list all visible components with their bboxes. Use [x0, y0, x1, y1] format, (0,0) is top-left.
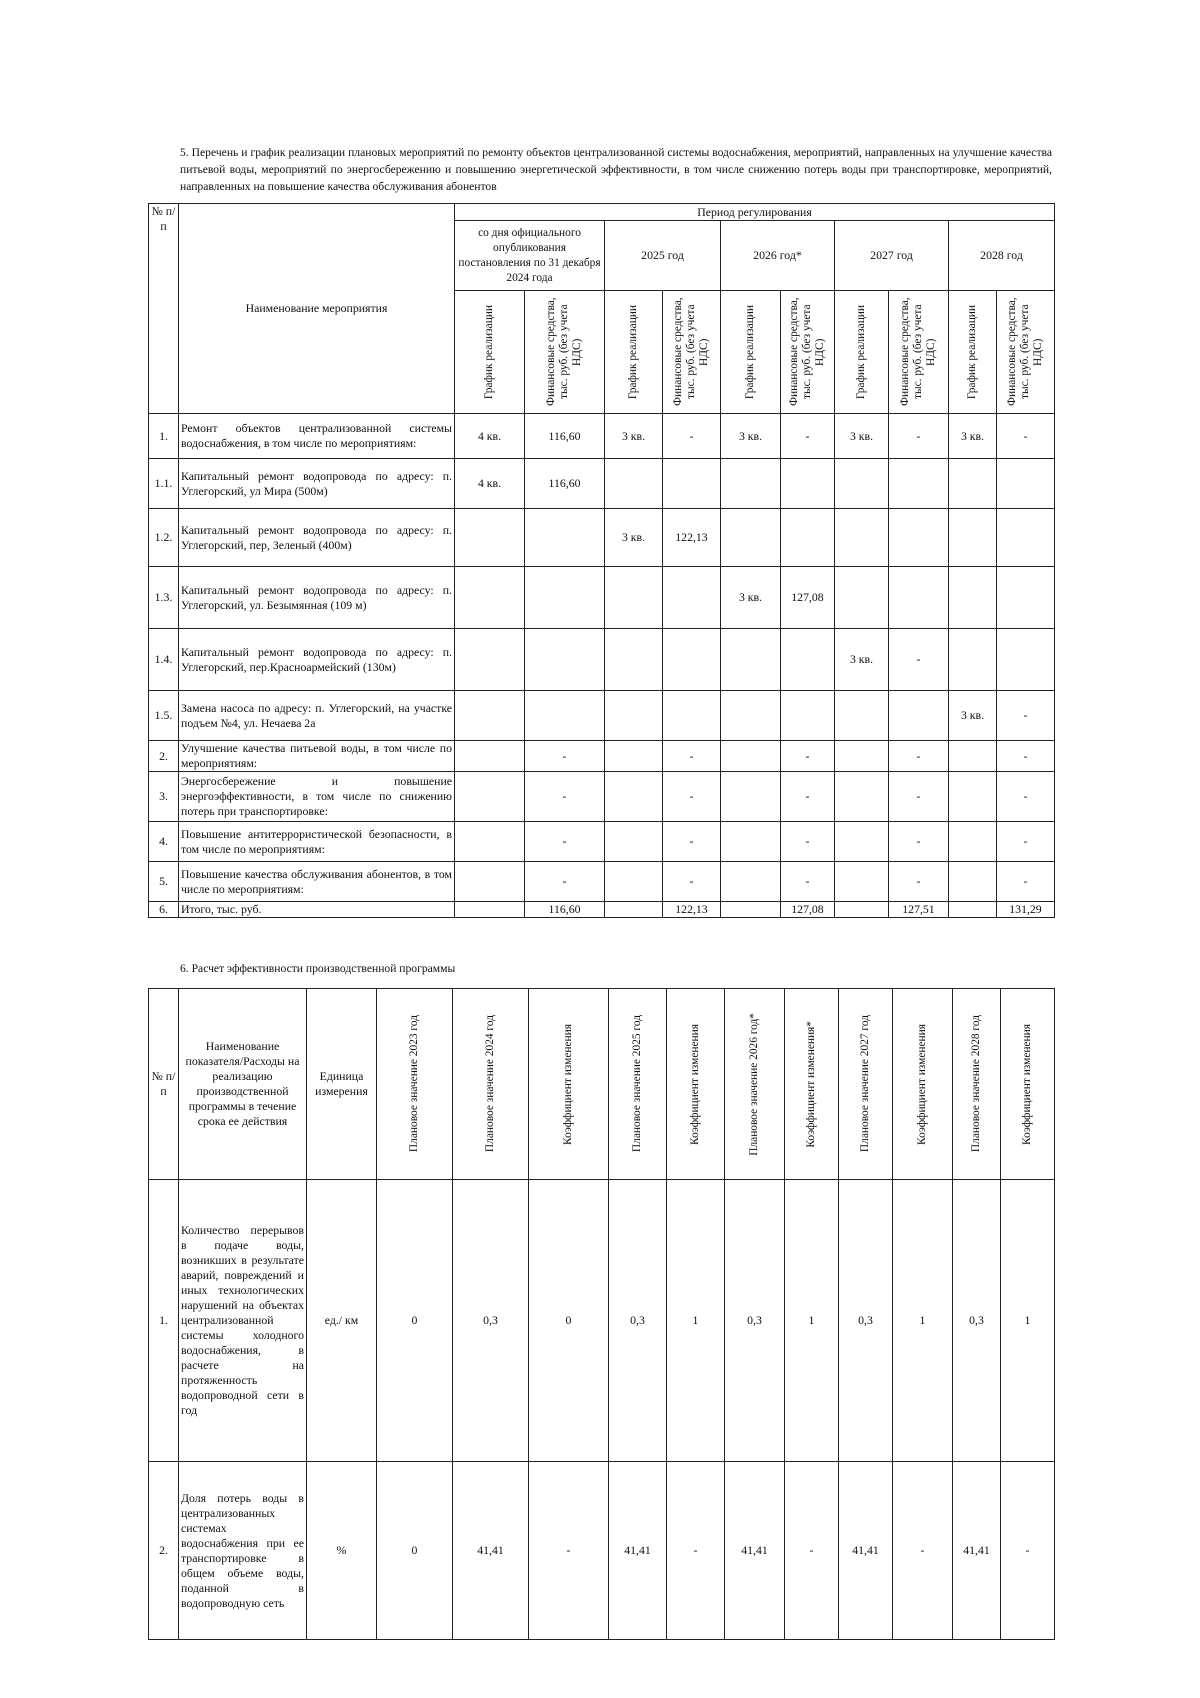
- subheader-finance: Финансовые средства, тыс. руб. (без учета НДС): [997, 291, 1055, 414]
- table-cell: [525, 567, 605, 629]
- subheader-schedule: График реализации: [949, 291, 997, 414]
- subheader-finance: Финансовые средства, тыс. руб. (без учета НДС): [525, 291, 605, 414]
- row-name: Капитальный ремонт водопровода по адресу: п. Углегорский, ул. Безымянная (109 м): [179, 567, 455, 629]
- table-cell: 3 кв.: [949, 691, 997, 741]
- table-cell: [949, 772, 997, 822]
- table-cell: 127,08: [781, 567, 835, 629]
- col-name-header: Наименование мероприятия: [179, 204, 455, 414]
- table-cell: -: [889, 414, 949, 459]
- table-cell: [721, 459, 781, 509]
- table-cell: 131,29: [997, 902, 1055, 918]
- row-number: 1.2.: [149, 509, 179, 567]
- row-number: 6.: [149, 902, 179, 918]
- row-name: Итого, тыс. руб.: [179, 902, 455, 918]
- table-cell: -: [781, 822, 835, 862]
- table-cell: [455, 902, 525, 918]
- subheader-finance: Финансовые средства, тыс. руб. (без учета НДС): [889, 291, 949, 414]
- table-row: [149, 414, 1055, 459]
- table-cell: 4 кв.: [455, 459, 525, 509]
- table-cell: 3 кв.: [605, 509, 663, 567]
- table-cell: [949, 459, 997, 509]
- activities-table: [148, 203, 1055, 918]
- table-cell: 3 кв.: [949, 414, 997, 459]
- vertical-header: Коэффициент изменения: [667, 989, 725, 1180]
- table-cell: 122,13: [663, 509, 721, 567]
- table-cell: 116,60: [525, 459, 605, 509]
- table-cell: -: [785, 1462, 839, 1640]
- table-cell: [605, 629, 663, 691]
- subheader-schedule: График реализации: [605, 291, 663, 414]
- table-cell: [835, 902, 889, 918]
- table-cell: -: [525, 741, 605, 772]
- row-number: 3.: [149, 772, 179, 822]
- subheader-finance: Финансовые средства, тыс. руб. (без учета НДС): [781, 291, 835, 414]
- table-cell: -: [997, 414, 1055, 459]
- vertical-header: Плановое значение 2025 год: [609, 989, 667, 1180]
- table-cell: -: [781, 414, 835, 459]
- col-num-header: № п/п: [149, 204, 179, 414]
- table-cell: -: [997, 862, 1055, 902]
- table-cell: [455, 509, 525, 567]
- table-cell: -: [663, 862, 721, 902]
- table-row: [149, 509, 1055, 567]
- table-cell: [949, 509, 997, 567]
- row-name: Доля потерь воды в централизованных системах водоснабжения при ее транспортировке в общем объеме воды, поданной в водопроводную сеть: [179, 1462, 307, 1640]
- table-row: [149, 629, 1055, 691]
- vertical-header: Коэффициент изменения: [893, 989, 953, 1180]
- table-cell: 1: [667, 1180, 725, 1462]
- table-cell: 116,60: [525, 414, 605, 459]
- row-name: Улучшение качества питьевой воды, в том числе по мероприятиям:: [179, 741, 455, 772]
- row-number: 5.: [149, 862, 179, 902]
- table-cell: -: [525, 822, 605, 862]
- table-cell: [663, 629, 721, 691]
- table-cell: [781, 629, 835, 691]
- table-cell: [663, 691, 721, 741]
- table-cell: -: [889, 822, 949, 862]
- table-cell: -: [667, 1462, 725, 1640]
- table-cell: [455, 822, 525, 862]
- table-cell: -: [781, 862, 835, 902]
- table-cell: [835, 741, 889, 772]
- table-cell: [663, 459, 721, 509]
- table-cell: [605, 902, 663, 918]
- table-cell: 3 кв.: [605, 414, 663, 459]
- table-cell: -: [889, 862, 949, 902]
- table-cell: [455, 772, 525, 822]
- row-name: Повышение качества обслуживания абонентов, в том числе по мероприятиям:: [179, 862, 455, 902]
- table-cell: [721, 862, 781, 902]
- table-cell: [781, 509, 835, 567]
- table-cell: [889, 509, 949, 567]
- table-cell: [455, 862, 525, 902]
- table-row: [149, 1462, 1055, 1640]
- row-number: 1.4.: [149, 629, 179, 691]
- table-cell: [721, 902, 781, 918]
- table-cell: [835, 509, 889, 567]
- period-header-initial: со дня официального опубликования постановления по 31 декабря 2024 года: [455, 221, 605, 291]
- table-cell: [949, 629, 997, 691]
- table-cell: 41,41: [953, 1462, 1001, 1640]
- table-row: [149, 772, 1055, 822]
- table-cell: -: [893, 1462, 953, 1640]
- table-cell: -: [663, 822, 721, 862]
- table-cell: [949, 822, 997, 862]
- table-cell: [889, 567, 949, 629]
- vertical-header: Плановое значение 2024 год: [453, 989, 529, 1180]
- vertical-header: Плановое значение 2028 год: [953, 989, 1001, 1180]
- table-cell: 1: [1001, 1180, 1055, 1462]
- table-cell: [721, 772, 781, 822]
- row-number: 4.: [149, 822, 179, 862]
- row-name: Повышение антитеррористической безопасности, в том числе по мероприятиям:: [179, 822, 455, 862]
- table-cell: 0: [377, 1180, 453, 1462]
- table-cell: [721, 691, 781, 741]
- table-cell: 0,3: [953, 1180, 1001, 1462]
- table-cell: -: [889, 629, 949, 691]
- table-cell: [889, 459, 949, 509]
- col-num-header: № п/п: [149, 989, 179, 1180]
- table-cell: -: [663, 772, 721, 822]
- table-cell: [835, 459, 889, 509]
- table-cell: [525, 509, 605, 567]
- table-cell: 0,3: [839, 1180, 893, 1462]
- subheader-finance: Финансовые средства, тыс. руб. (без учета НДС): [663, 291, 721, 414]
- table-cell: [525, 629, 605, 691]
- table-cell: -: [525, 772, 605, 822]
- table-cell: 1: [893, 1180, 953, 1462]
- table-cell: [455, 629, 525, 691]
- row-name: Замена насоса по адресу: п. Углегорский, на участке подъем №4, ул. Нечаева 2а: [179, 691, 455, 741]
- table-cell: 3 кв.: [721, 414, 781, 459]
- table-cell: [781, 459, 835, 509]
- table-cell: [525, 691, 605, 741]
- row-number: 1.5.: [149, 691, 179, 741]
- period-header-2026: 2026 год*: [721, 221, 835, 291]
- table-cell: [721, 629, 781, 691]
- table-cell: [997, 567, 1055, 629]
- row-number: 1.: [149, 1180, 179, 1462]
- table-cell: -: [529, 1462, 609, 1640]
- table-cell: [949, 567, 997, 629]
- table-cell: 41,41: [725, 1462, 785, 1640]
- table-cell: [835, 862, 889, 902]
- table-cell: [455, 567, 525, 629]
- table-cell: [663, 567, 721, 629]
- row-number: 1.: [149, 414, 179, 459]
- row-name: Количество перерывов в подаче воды, возникших в результате аварий, повреждений и иных технологических нарушений на объектах централизованной системы холодного водоснабжения, в расчете на протяженность водопроводной сети в год: [179, 1180, 307, 1462]
- table-row: [149, 822, 1055, 862]
- col-unit-header: Единица измерения: [307, 989, 377, 1180]
- table-row: [149, 459, 1055, 509]
- period-header-2027: 2027 год: [835, 221, 949, 291]
- table-cell: 3 кв.: [835, 414, 889, 459]
- table-cell: [949, 862, 997, 902]
- table-cell: 127,51: [889, 902, 949, 918]
- table-cell: 4 кв.: [455, 414, 525, 459]
- table-cell: 1: [785, 1180, 839, 1462]
- vertical-header: Коэффициент изменения: [1001, 989, 1055, 1180]
- table-cell: 41,41: [609, 1462, 667, 1640]
- table-cell: -: [781, 772, 835, 822]
- table-cell: 127,08: [781, 902, 835, 918]
- table-cell: [605, 691, 663, 741]
- table-cell: -: [997, 772, 1055, 822]
- efficiency-table: [148, 988, 1055, 1640]
- table-cell: -: [663, 741, 721, 772]
- table-cell: 0,3: [453, 1180, 529, 1462]
- col-name-header: Наименование показателя/Расходы на реализацию производственной программы в течение срока ее действия: [179, 989, 307, 1180]
- table-cell: -: [525, 862, 605, 902]
- table-row: [149, 567, 1055, 629]
- table-cell: 0: [377, 1462, 453, 1640]
- table-cell: 0,3: [725, 1180, 785, 1462]
- table-row: [149, 691, 1055, 741]
- table-cell: [781, 691, 835, 741]
- table-cell: [721, 509, 781, 567]
- period-header-2028: 2028 год: [949, 221, 1055, 291]
- row-number: 2.: [149, 741, 179, 772]
- table-cell: 0: [529, 1180, 609, 1462]
- table-cell: -: [997, 741, 1055, 772]
- row-number: 1.1.: [149, 459, 179, 509]
- table-cell: [605, 772, 663, 822]
- table-cell: -: [889, 741, 949, 772]
- row-name: Капитальный ремонт водопровода по адресу: п. Углегорский, пер, Зеленый (400м): [179, 509, 455, 567]
- vertical-header: Плановое значение 2027 год: [839, 989, 893, 1180]
- row-name: Капитальный ремонт водопровода по адресу: п. Углегорский, ул Мира (500м): [179, 459, 455, 509]
- table-cell: [455, 691, 525, 741]
- table-cell: -: [663, 414, 721, 459]
- table-row: [149, 862, 1055, 902]
- row-number: 1.3.: [149, 567, 179, 629]
- row-unit: %: [307, 1462, 377, 1640]
- subheader-schedule: График реализации: [455, 291, 525, 414]
- table-cell: [835, 822, 889, 862]
- vertical-header: Коэффициент изменения*: [785, 989, 839, 1180]
- table-cell: 41,41: [839, 1462, 893, 1640]
- table-cell: -: [889, 772, 949, 822]
- row-name: Капитальный ремонт водопровода по адресу: п. Углегорский, пер.Красноармейский (130м): [179, 629, 455, 691]
- table-row: [149, 1180, 1055, 1462]
- table-cell: [721, 741, 781, 772]
- period-header: Период регулирования: [455, 204, 1055, 221]
- table-row: [149, 741, 1055, 772]
- table-cell: [949, 741, 997, 772]
- row-number: 2.: [149, 1462, 179, 1640]
- section5-heading: 5. Перечень и график реализации плановых мероприятий по ремонту объектов централизованной системы водоснабжения, мероприятий, направленных на улучшение качества питьевой воды, мероприятий по энергосбережению и повышению энергетической эффективности, в том числе снижению потерь воды при транспортировке, мероприятий, направленных на повышение качества обслуживания абонентов: [180, 146, 1052, 193]
- table-cell: [889, 691, 949, 741]
- table-cell: [605, 567, 663, 629]
- table-cell: [997, 509, 1055, 567]
- table-cell: [997, 459, 1055, 509]
- table-cell: [835, 691, 889, 741]
- row-name: Ремонт объектов централизованной системы водоснабжения, в том числе по мероприятиям:: [179, 414, 455, 459]
- table-cell: 116,60: [525, 902, 605, 918]
- table-cell: 122,13: [663, 902, 721, 918]
- table-cell: [835, 567, 889, 629]
- table-cell: [721, 822, 781, 862]
- period-header-2025: 2025 год: [605, 221, 721, 291]
- table-cell: [605, 459, 663, 509]
- section6-heading: 6. Расчет эффективности производственной программы: [180, 962, 456, 975]
- table-cell: [605, 822, 663, 862]
- table-cell: -: [781, 741, 835, 772]
- table-cell: -: [1001, 1462, 1055, 1640]
- table-cell: [605, 862, 663, 902]
- vertical-header: Плановое значение 2023 год: [377, 989, 453, 1180]
- vertical-header: Коэффициент изменения: [529, 989, 609, 1180]
- table-cell: 41,41: [453, 1462, 529, 1640]
- subheader-schedule: График реализации: [835, 291, 889, 414]
- row-name: Энергосбережение и повышение энергоэффективности, в том числе по снижению потерь при транспортировке:: [179, 772, 455, 822]
- table-cell: 3 кв.: [721, 567, 781, 629]
- vertical-header: Плановое значение 2026 год*: [725, 989, 785, 1180]
- table-cell: 0,3: [609, 1180, 667, 1462]
- table-cell: [997, 629, 1055, 691]
- table-cell: [949, 902, 997, 918]
- subheader-schedule: График реализации: [721, 291, 781, 414]
- table-cell: [605, 741, 663, 772]
- table-cell: -: [997, 822, 1055, 862]
- table-cell: 3 кв.: [835, 629, 889, 691]
- row-unit: ед./ км: [307, 1180, 377, 1462]
- table-cell: [835, 772, 889, 822]
- table-cell: -: [997, 691, 1055, 741]
- table-cell: [455, 741, 525, 772]
- table-row: [149, 902, 1055, 918]
